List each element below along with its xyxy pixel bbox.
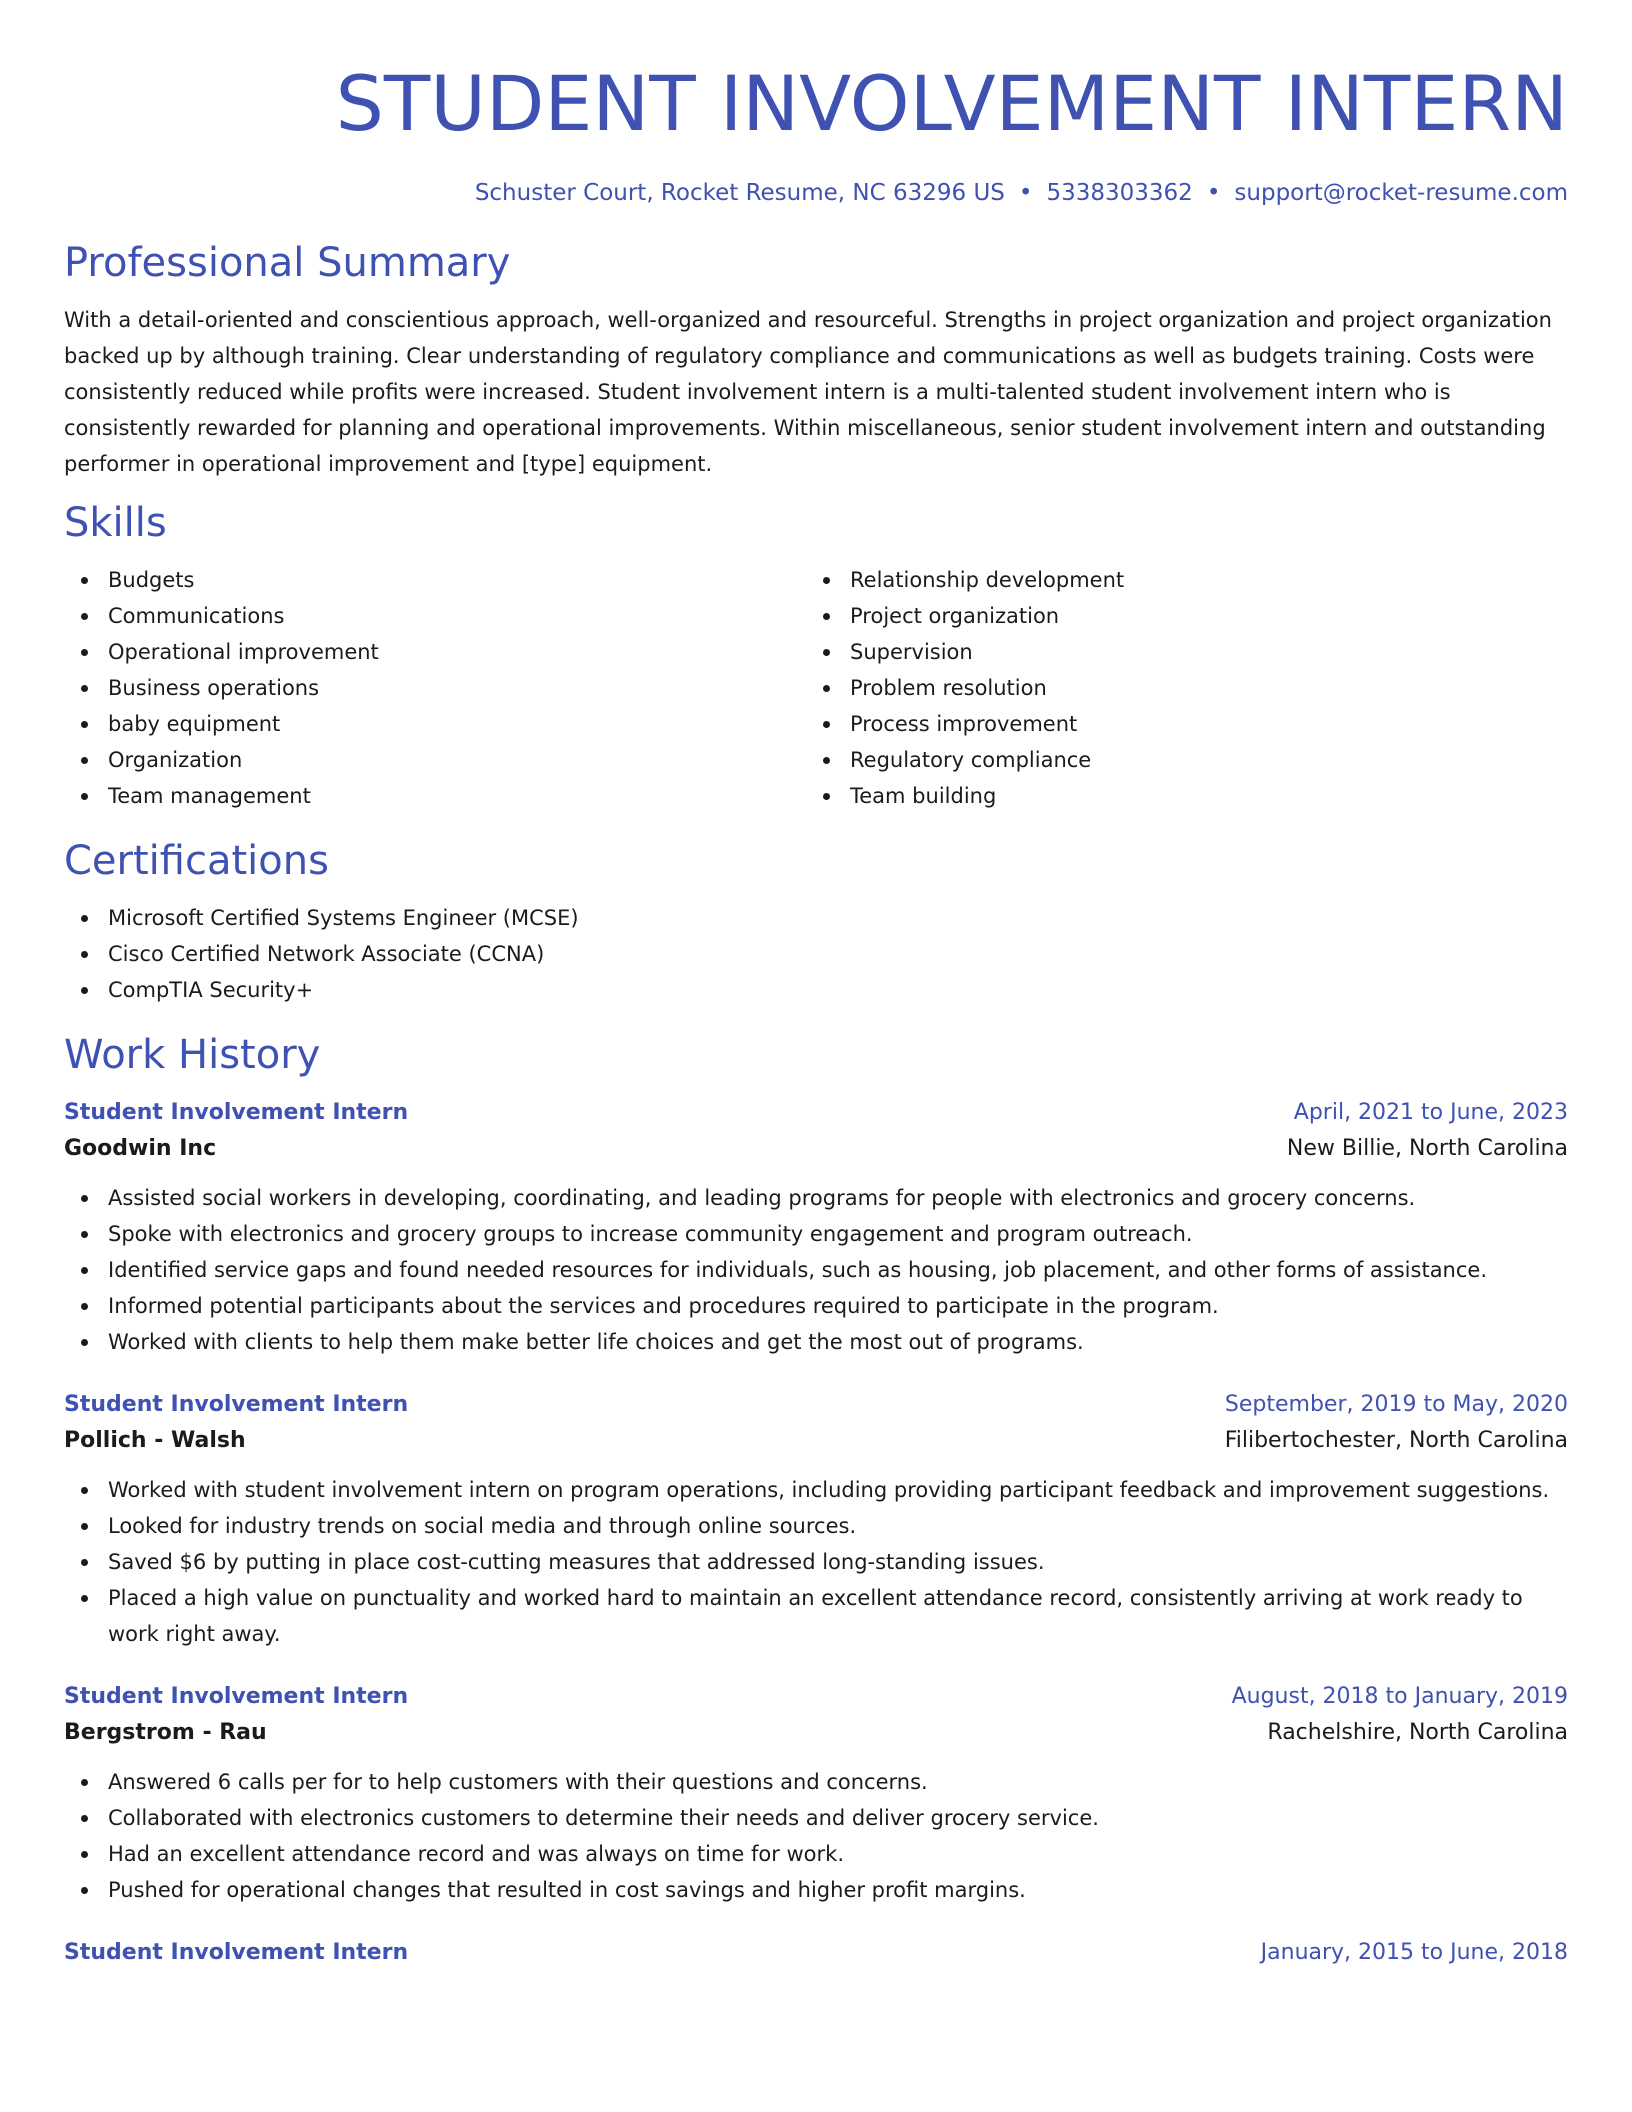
skill-label: Project organization (850, 604, 1060, 628)
bullet-icon (823, 649, 830, 656)
bullet-icon (81, 685, 88, 692)
skills-right-column (806, 562, 1548, 814)
job-role: Student Involvement Intern (64, 1940, 409, 1965)
job-dates: September, 2019 to May, 2020 (1224, 1392, 1568, 1417)
job-subheader (64, 1714, 1568, 1752)
job-bullet (64, 1252, 1568, 1288)
job-bullet-text: Looked for industry trends on social media and through online sources. (108, 1514, 857, 1538)
skill-item (806, 634, 1548, 670)
bullet-icon (81, 987, 88, 994)
bullet-icon (81, 1851, 88, 1858)
job-bullet-text: Collaborated with electronics customers to determine their needs and deliver grocery service. (108, 1806, 1099, 1830)
skill-item (806, 778, 1548, 814)
bullet-icon (823, 793, 830, 800)
skill-item (64, 634, 806, 670)
skill-label: Business operations (108, 676, 320, 700)
job-bullet (64, 1764, 1568, 1800)
bullet-icon (81, 1267, 88, 1274)
bullet-icon (81, 757, 88, 764)
contact-line (64, 178, 1568, 208)
job-bullet (64, 1472, 1568, 1508)
job-bullet (64, 1836, 1568, 1872)
job-bullet-text: Worked with student involvement intern on program operations, including providing participant feedback and improvement suggestions. (108, 1478, 1550, 1502)
skill-item (806, 562, 1548, 598)
job-header (64, 1680, 1568, 1714)
job-bullet-text: Identified service gaps and found needed resources for individuals, such as housing, job placement, and other forms of assistance. (108, 1258, 1488, 1282)
bullet-icon (81, 1779, 88, 1786)
job-bullets (64, 1764, 1568, 1908)
summary-heading: Professional Summary (64, 240, 511, 286)
skill-label: Problem resolution (850, 676, 1047, 700)
skill-item (64, 706, 806, 742)
job-bullet-text: Worked with clients to help them make better life choices and get the most out of programs. (108, 1330, 1084, 1354)
bullet-icon (81, 793, 88, 800)
email-link[interactable]: support@rocket-resume.com (1234, 180, 1568, 206)
skill-label: Regulatory compliance (850, 748, 1092, 772)
skill-item (64, 598, 806, 634)
certification-label: Microsoft Certified Systems Engineer (MCSE) (108, 906, 579, 930)
job-subheader (64, 1130, 1568, 1168)
skills-columns (64, 562, 1568, 814)
skill-label: Budgets (108, 568, 195, 592)
bullet-icon (823, 757, 830, 764)
job-entry (64, 1096, 1568, 1360)
job-bullet-text: Spoke with electronics and grocery groups to increase community engagement and program outreach. (108, 1222, 1193, 1246)
skills-section (64, 498, 1568, 814)
job-bullet-text: Had an excellent attendance record and was always on time for work. (108, 1842, 845, 1866)
certification-label: Cisco Certified Network Associate (CCNA) (108, 942, 545, 966)
bullet-icon (81, 613, 88, 620)
skill-label: Organization (108, 748, 243, 772)
job-location: New Billie, North Carolina (1286, 1136, 1568, 1161)
bullet-icon (81, 1231, 88, 1238)
resume-name: STUDENT INVOLVEMENT INTERN (335, 59, 1568, 148)
skill-label: Process improvement (850, 712, 1078, 736)
resume-page (64, 0, 1568, 1970)
skill-label: Team building (850, 784, 997, 808)
job-dates: August, 2018 to January, 2019 (1231, 1684, 1568, 1709)
job-bullet-text: Assisted social workers in developing, coordinating, and leading programs for people with electronics and grocery concerns. (108, 1186, 1416, 1210)
skill-item (806, 598, 1548, 634)
certification-item (64, 936, 1568, 972)
job-header (64, 1936, 1568, 1970)
job-bullet (64, 1872, 1568, 1908)
bullet-icon (81, 1523, 88, 1530)
certification-item (64, 972, 1568, 1008)
bullet-icon (81, 1195, 88, 1202)
job-location: Rachelshire, North Carolina (1267, 1720, 1568, 1745)
bullet-icon (81, 577, 88, 584)
skill-label: baby equipment (108, 712, 281, 736)
job-bullet (64, 1180, 1568, 1216)
bullet-icon (81, 1815, 88, 1822)
certifications-section (64, 836, 1568, 1008)
job-role: Student Involvement Intern (64, 1392, 409, 1417)
bullet-icon (81, 951, 88, 958)
job-company: Bergstrom - Rau (64, 1720, 267, 1745)
job-bullet (64, 1580, 1568, 1652)
skill-item (64, 778, 806, 814)
job-bullet-text: Answered 6 calls per for to help customers with their questions and concerns. (108, 1770, 928, 1794)
bullet-icon (81, 721, 88, 728)
bullet-icon (823, 685, 830, 692)
job-subheader (64, 1422, 1568, 1460)
job-dates: April, 2021 to June, 2023 (1293, 1100, 1568, 1125)
bullet-icon (81, 1339, 88, 1346)
job-bullet-text: Placed a high value on punctuality and worked hard to maintain an excellent attendance record, consistently arriving at work ready to work right away. (108, 1586, 1523, 1646)
job-location: Filibertochester, North Carolina (1224, 1428, 1568, 1453)
bullet-icon (81, 1487, 88, 1494)
job-entry (64, 1680, 1568, 1908)
job-entry (64, 1388, 1568, 1652)
skills-left-column (64, 562, 806, 814)
skill-item (64, 742, 806, 778)
bullet-icon (823, 613, 830, 620)
bullet-icon (81, 649, 88, 656)
job-header (64, 1388, 1568, 1422)
phone-text: 5338303362 (1046, 180, 1193, 206)
bullet-icon (823, 577, 830, 584)
skills-heading: Skills (64, 500, 167, 546)
work-history-section (64, 1030, 1568, 1970)
work-history-heading: Work History (64, 1032, 321, 1078)
certification-label: CompTIA Security+ (108, 978, 314, 1002)
job-bullet (64, 1508, 1568, 1544)
job-role: Student Involvement Intern (64, 1100, 409, 1125)
certifications-list (64, 900, 1568, 1008)
job-bullet (64, 1324, 1568, 1360)
summary-text: With a detail-oriented and conscientious approach, well-organized and resourceful. Strengths in project organization and project organization backed up by although training. Clear understanding of regulatory compliance and communications as well as budgets training. Costs were consistently reduced while profits were increased. Student involvement intern is a multi-talented student involvement intern who is consistently rewarded for planning and operational improvements. Within miscellaneous, senior student involvement intern and outstanding performer in operational improvement and [type] equipment. (64, 308, 1552, 476)
skill-label: Operational improvement (108, 640, 379, 664)
skill-label: Relationship development (850, 568, 1125, 592)
job-company: Goodwin Inc (64, 1136, 217, 1161)
bullet-icon (81, 1595, 88, 1602)
skill-item (806, 670, 1548, 706)
skill-label: Supervision (850, 640, 973, 664)
separator-dot: • (1018, 180, 1033, 206)
skill-item (806, 742, 1548, 778)
skill-item (64, 562, 806, 598)
job-bullets (64, 1180, 1568, 1360)
summary-section (64, 238, 1568, 482)
job-dates: January, 2015 to June, 2018 (1260, 1940, 1568, 1965)
certification-item (64, 900, 1568, 936)
skill-label: Communications (108, 604, 285, 628)
separator-dot: • (1206, 180, 1221, 206)
bullet-icon (81, 1887, 88, 1894)
job-bullets (64, 1472, 1568, 1652)
job-role: Student Involvement Intern (64, 1684, 409, 1709)
skill-label: Team management (108, 784, 311, 808)
job-company: Pollich - Walsh (64, 1428, 246, 1453)
bullet-icon (823, 721, 830, 728)
job-bullet (64, 1216, 1568, 1252)
job-bullet (64, 1544, 1568, 1580)
skill-item (64, 670, 806, 706)
skill-item (806, 706, 1548, 742)
bullet-icon (81, 915, 88, 922)
bullet-icon (81, 1303, 88, 1310)
job-entry (64, 1936, 1568, 1970)
address-text: Schuster Court, Rocket Resume, NC 63296 US (474, 180, 1005, 206)
job-bullet (64, 1288, 1568, 1324)
bullet-icon (81, 1559, 88, 1566)
job-bullet-text: Pushed for operational changes that resulted in cost savings and higher profit margins. (108, 1878, 1026, 1902)
job-bullet-text: Informed potential participants about the services and procedures required to participate in the program. (108, 1294, 1219, 1318)
job-bullet-text: Saved $6 by putting in place cost-cutting measures that addressed long-standing issues. (108, 1550, 1045, 1574)
job-bullet (64, 1800, 1568, 1836)
job-header (64, 1096, 1568, 1130)
certifications-heading: Certifications (64, 838, 329, 884)
